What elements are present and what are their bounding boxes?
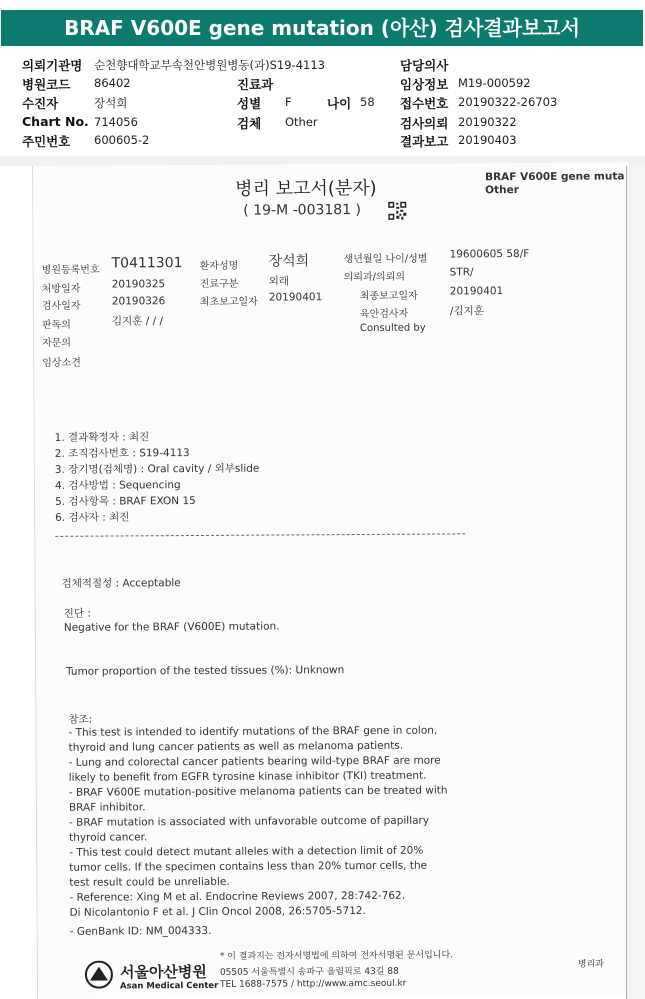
hospital-logo-icon [84,961,114,989]
diagnosis-label: 진단 : [63,607,91,620]
tumor-proportion-text: Tumor proportion of the tested tissues (%): Unknown [66,664,345,678]
note-line: test result could be unreliable. [69,875,230,889]
footer-contact: TEL 1688-7575 / http://www.amc.seoul.kr [219,978,407,990]
gross-examiner-value: /김지훈 [449,305,484,318]
hospital-code-value: 86402 [94,76,131,90]
gross-examiner-label: 육안검사자 [359,308,409,320]
qr-code-icon [387,201,407,221]
consulted-by-label: Consulted by [359,322,426,334]
report-title: BRAF V600E gene mutation (아산) 검사결과보고서 [1,10,643,46]
dashed-divider [55,533,465,537]
adequacy-text: 검체적절성 : Acceptable [61,577,181,590]
hospital-code-label: 병원코드 [22,77,71,92]
division-label: 진료구분 [199,278,239,290]
chart-no-label: Chart No. [22,114,89,129]
note-line: Di Nicolantonio F et al. J Clin Oncol 2008, 26:5705-5712. [69,904,366,919]
first-report-label: 최초보고일자 [199,296,258,308]
specimen-label: 검체 [237,116,262,131]
hospital-name-en: Asan Medical Center [119,980,219,992]
scan-edge [626,166,645,999]
reader-label: 판독의 [41,319,71,331]
note-line: thyroid and lung cancer patients as well as melanoma patients. [68,739,404,754]
exam-date-value: 20190326 [111,295,166,308]
item-2: 2. 조직검사번호 : S19-4113 [54,447,190,460]
corner-specimen: Other [485,184,519,197]
reg-no-label: 병원등록번호 [41,264,100,276]
footer-dept: 병리과 [577,959,605,970]
item-5: 5. 검사항목 : BRAF EXON 15 [55,495,196,508]
clinical-info-label: 임상정보 [400,77,449,92]
clinical-opinion-label: 임상소견 [42,357,81,369]
ssn-label: 주민번호 [22,134,71,149]
report-doc-title: 병리 보고서(분자) [235,177,377,200]
footer-esign-note: * 이 결과지는 전자서명법에 의하여 전자서명된 문서입니다. [219,950,454,962]
rx-date-label: 처방일자 [41,283,81,295]
division-value: 외래 [268,275,290,288]
doctor-label: 담당의사 [400,58,449,73]
receipt-no-label: 접수번호 [400,96,449,111]
notes-label: 참조: [68,713,93,726]
age-label: 나이 [327,96,352,111]
note-line: BRAF inhibitor. [68,801,146,814]
note-line: tumor cells. If the specimen contains less than 20% tumor cells, the [69,859,428,874]
institution-label: 의뢰기관명 [22,58,83,73]
age-value: 58 [360,95,375,109]
dept-doctor-value: STR/ [449,266,474,279]
item-6: 6. 검사자 : 최진 [55,511,130,524]
request-date-value: 20190322 [458,115,517,129]
birth-value: 19600605 58/F [449,247,530,261]
institution-value: 순천향대학교부속천안병원병동(과)S19-4113 [94,58,325,72]
birth-label: 생년월일 나이/성별 [343,253,428,266]
rx-date-value: 20190325 [111,278,166,291]
note-line: thyroid cancer. [69,831,148,844]
note-line: - BRAF V600E mutation-positive melanoma patients can be treated with [68,784,448,799]
note-line: - This test is intended to identify mutations of the BRAF gene in colon, [68,724,438,739]
exam-date-label: 검사일자 [41,300,81,312]
reader-value: 김지훈 / / / [111,315,164,328]
diagnosis-text: Negative for the BRAF (V600E) mutation. [63,620,280,634]
note-line: likely to benefit from EGFR tyrosine kinase inhibitor (TKI) treatment. [68,769,427,784]
chart-no-value: 714056 [94,115,138,129]
scanned-report-page [32,162,634,999]
corner-test-name: BRAF V600E gene muta [485,170,625,184]
report-date-value: 20190403 [458,133,517,147]
footer-address: 05505 서울특별시 송파구 올림픽로 43길 88 [219,966,399,978]
item-1: 1. 결과확정자 : 최진 [54,431,150,444]
report-date-label: 결과보고 [400,134,449,149]
sex-value: F [285,95,292,109]
note-line: - Reference: Xing M et al. Endocrine Reviews 2007, 28:742-762. [69,889,406,904]
final-report-value: 20190401 [449,285,504,298]
item-3: 3. 장기명(검체명) : Oral cavity / 외부slide [54,462,260,476]
patient-name-value: 장석희 [268,253,310,270]
consult-label: 자문의 [42,337,72,349]
header-info-panel [0,48,645,157]
final-report-label: 최종보고일자 [359,290,418,302]
clinical-info-value: M19-000592 [458,76,531,90]
sex-label: 성별 [237,96,262,111]
note-line: - GenBank ID: NM_004333. [69,924,212,938]
specimen-value: Other [285,115,318,129]
report-banner [0,0,645,48]
note-line: - BRAF mutation is associated with unfavorable outcome of papillary [68,814,430,829]
report-doc-number: ( 19-M -003181 ) [243,201,362,219]
receipt-no-value: 20190322-26703 [458,95,558,109]
hospital-name-ko: 서울아산병원 [119,962,207,982]
patient-value: 장석희 [94,96,128,110]
dept-doctor-label: 의뢰과/의뢰의 [343,271,406,284]
patient-label: 수진자 [22,96,59,111]
reg-no-value: T0411301 [111,255,183,272]
item-4: 4. 검사방법 : Sequencing [54,479,181,492]
note-line: - This test could detect mutant alleles with a detection limit of 20% [69,844,424,859]
dept-label: 진료과 [237,77,274,92]
first-report-value: 20190401 [268,291,323,304]
ssn-value: 600605-2 [94,133,150,147]
request-date-label: 검사의뢰 [400,116,449,131]
patient-name-label: 환자성명 [199,260,239,272]
note-line: - Lung and colorectal cancer patients bearing wild-type BRAF are more [68,754,441,769]
